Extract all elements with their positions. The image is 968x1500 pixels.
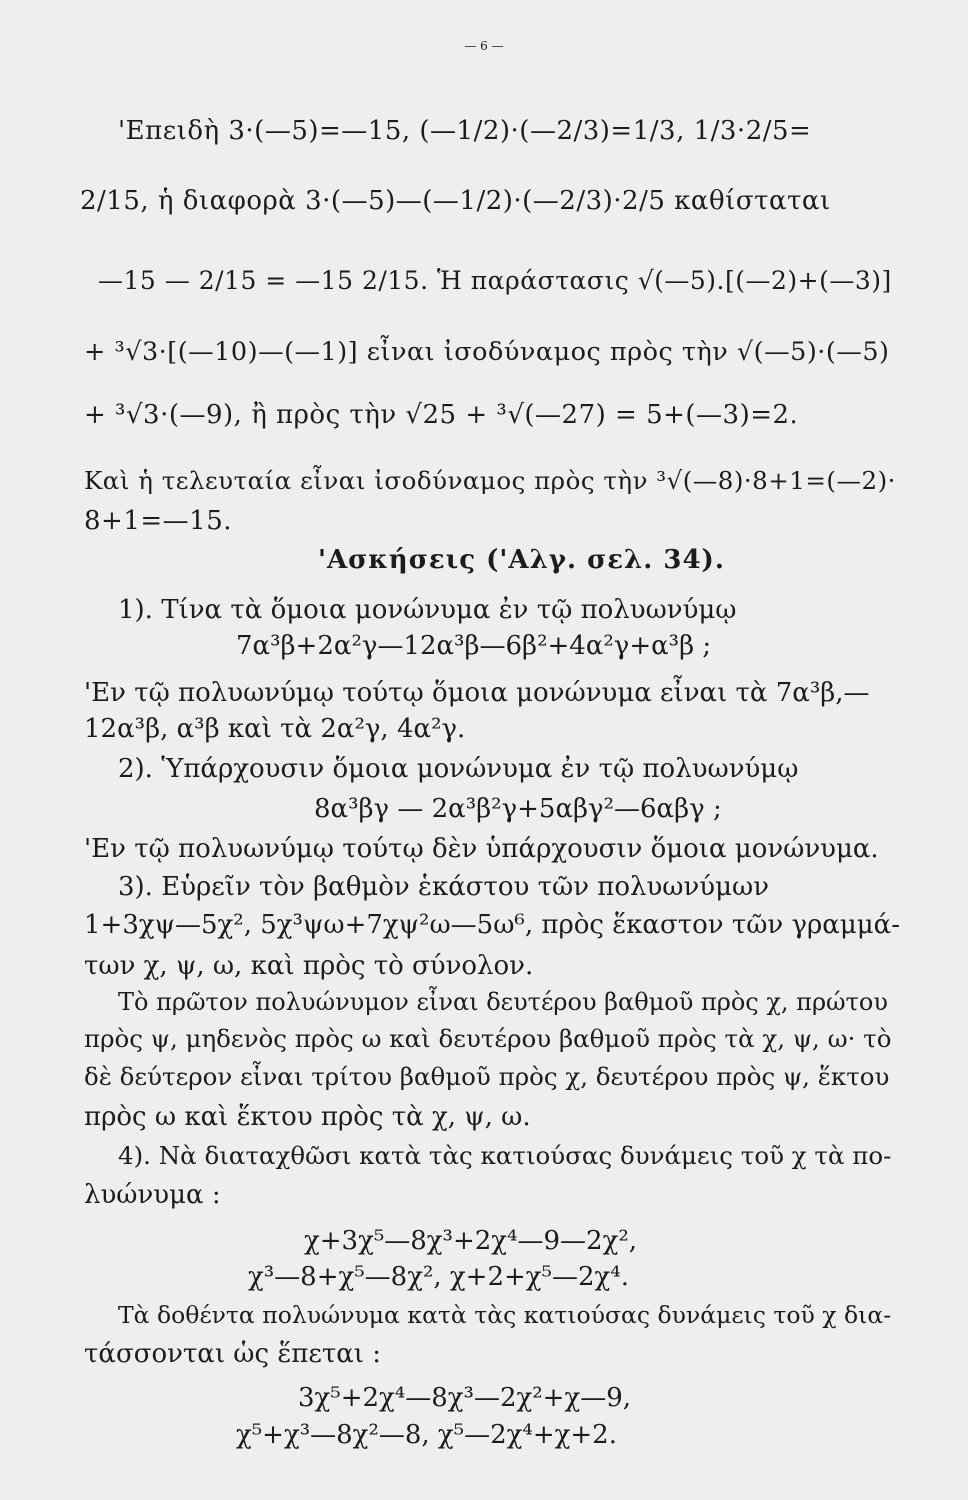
exercise-line: 4). Νὰ διαταχθῶσι κατὰ τὰς κατιούσας δυνάμεις τοῦ χ τὰ πο- bbox=[118, 1141, 892, 1170]
exercise-line: 2). Ὑπάρχουσιν ὅμοια μονώνυμα ἐν τῷ πολυωνύμῳ bbox=[118, 754, 799, 784]
formula-line: 8α³βγ — 2α³β²γ+5αβγ²—6αβγ ; bbox=[314, 794, 722, 824]
page-number: — 6 — bbox=[464, 39, 504, 53]
text-line: λυώνυμα : bbox=[84, 1180, 221, 1210]
text-line: 1+3χψ—5χ², 5χ³ψω+7χψ²ω—5ω⁶, πρὸς ἕκαστον τῶν γραμμά- bbox=[84, 910, 901, 940]
formula-line: χ³—8+χ⁵—8χ², χ+2+χ⁵—2χ⁴. bbox=[248, 1262, 629, 1292]
section-heading: 'Ασκήσεις ('Αλγ. σελ. 34). bbox=[318, 545, 725, 575]
text-line: —15 — 2/15 = —15 2/15. Ἡ παράστασις √(—5).[(—2)+(—3)] bbox=[98, 266, 892, 295]
text-line: των χ, ψ, ω, καὶ πρὸς τὸ σύνολον. bbox=[84, 951, 534, 981]
text-line: 8+1=—15. bbox=[84, 506, 233, 536]
text-line: + ³√3·(—9), ἢ πρὸς τὴν √25 + ³√(—27) = 5+(—3)=2. bbox=[84, 400, 799, 430]
formula-line: 7α³β+2α²γ—12α³β—6β²+4α²γ+α³β ; bbox=[236, 631, 712, 661]
text-line: 'Εν τῷ πολυωνύμῳ τούτῳ ὅμοια μονώνυμα εἶναι τὰ 7α³β,— bbox=[84, 678, 870, 708]
text-line: Τὰ δοθέντα πολυώνυμα κατὰ τὰς κατιούσας δυνάμεις τοῦ χ δια- bbox=[118, 1301, 892, 1329]
text-line: 12α³β, α³β καὶ τὰ 2α²γ, 4α²γ. bbox=[84, 714, 466, 744]
text-line: πρὸς ω καὶ ἕκτου πρὸς τὰ χ, ψ, ω. bbox=[84, 1102, 531, 1132]
text-line: Τὸ πρῶτον πολυώνυμον εἶναι δευτέρου βαθμοῦ πρὸς χ, πρώτου bbox=[118, 988, 888, 1016]
text-line: 2/15, ἡ διαφορὰ 3·(—5)—(—1/2)·(—2/3)·2/5 καθίσταται bbox=[80, 186, 831, 216]
formula-line: χ+3χ⁵—8χ³+2χ⁴—9—2χ², bbox=[304, 1226, 638, 1256]
exercise-line: 3). Εὑρεῖν τὸν βαθμὸν ἑκάστου τῶν πολυωνύμων bbox=[118, 872, 770, 902]
exercise-line: 1). Τίνα τὰ ὅμοια μονώνυμα ἐν τῷ πολυωνύμῳ bbox=[118, 595, 737, 625]
text-line: 'Επειδὴ 3·(—5)=—15, (—1/2)·(—2/3)=1/3, 1/3·2/5= bbox=[118, 116, 812, 146]
text-line: πρὸς ψ, μηδενὸς πρὸς ω καὶ δευτέρου βαθμοῦ πρὸς τὰ χ, ψ, ω· τὸ bbox=[84, 1024, 892, 1053]
text-line: 'Εν τῷ πολυωνύμῳ τούτῳ δὲν ὑπάρχουσιν ὅμοια μονώνυμα. bbox=[84, 834, 879, 864]
formula-line: 3χ⁵+2χ⁴—8χ³—2χ²+χ—9, bbox=[298, 1383, 632, 1413]
text-line: Καὶ ἡ τελευταία εἶναι ἰσοδύναμος πρὸς τὴν ³√(—8)·8+1=(—2)· bbox=[84, 466, 896, 495]
formula-line: χ⁵+χ³—8χ²—8, χ⁵—2χ⁴+χ+2. bbox=[236, 1420, 617, 1450]
text-line: δὲ δεύτερον εἶναι τρίτου βαθμοῦ πρὸς χ, δευτέρου πρὸς ψ, ἕκτου bbox=[84, 1062, 890, 1091]
text-line: + ³√3·[(—10)—(—1)] εἶναι ἰσοδύναμος πρὸς τὴν √(—5)·(—5) bbox=[84, 337, 890, 367]
text-line: τάσσονται ὡς ἕπεται : bbox=[84, 1339, 381, 1369]
